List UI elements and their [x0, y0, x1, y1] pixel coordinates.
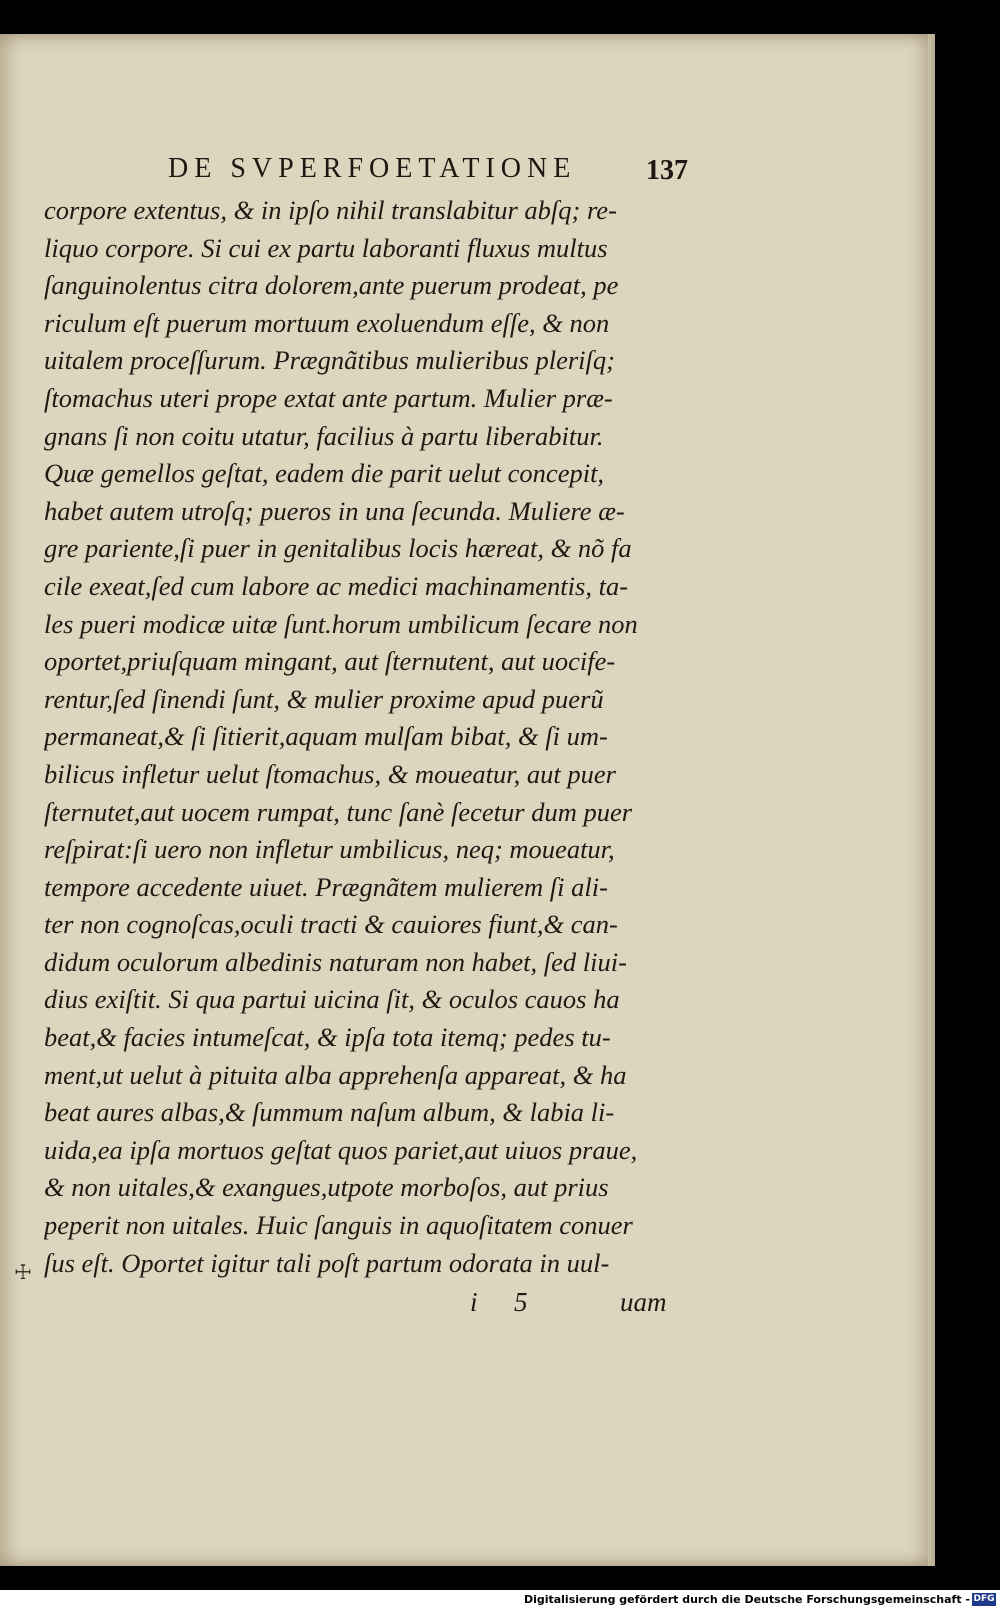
text-line: beat,& facies intumeſcat, & ipſa tota itemq; pedes tu-	[44, 1022, 611, 1053]
text-line: peperit non uitales. Huic ſanguis in aquoſitatem conuer	[44, 1210, 633, 1241]
text-line: oportet,priuſquam mingant, aut ſternutent, aut uocife-	[44, 646, 616, 677]
text-line: ſanguinolentus citra dolorem,ante puerum prodeat, pe	[44, 270, 619, 301]
signature-mark: i	[470, 1287, 478, 1317]
text-line: uitalem proceſſurum. Prægnãtibus mulieribus pleriſq;	[44, 345, 615, 376]
text-line: bilicus infletur uelut ſtomachus, & moueatur, aut puer	[44, 758, 616, 789]
text-line: ter non cognoſcas,oculi tracti & cauiores fiunt,& can-	[44, 909, 618, 940]
text-line: habet autem utroſq; pueros in una ſecunda. Muliere æ-	[44, 495, 625, 526]
text-line: uida,ea ipſa mortuos geſtat quos pariet,aut uiuos praue,	[44, 1134, 638, 1165]
margin-mark: ☩	[14, 1262, 32, 1284]
text-line: rentur,ſed ſinendi ſunt, & mulier proxime apud puerũ	[44, 683, 604, 714]
text-line: Quæ gemellos geſtat, eadem die parit uelut concepit,	[44, 458, 605, 489]
text-line: corpore extentus, & in ipſo nihil translabitur abſq; re-	[44, 195, 617, 225]
text-line: gnans ſi non coitu utatur, facilius à partu liberabitur.	[44, 420, 604, 451]
folio-number: 137	[646, 155, 688, 186]
text-line: beat aures albas,& ſummum naſum album, & labia li-	[44, 1097, 615, 1128]
body-text	[44, 192, 704, 1282]
text-line: les pueri modicæ uitæ ſunt.horum umbilicum ſecare non	[44, 608, 638, 639]
page-edge	[928, 34, 935, 1566]
text-line: ſternutet,aut uocem rumpat, tunc ſanè ſecetur dum puer	[44, 796, 633, 827]
text-line: reſpirat:ſi uero non infletur umbilicus, neq; moueatur,	[44, 834, 615, 865]
text-line: ment,ut uelut à pituita alba apprehenſa appareat, & ha	[44, 1059, 627, 1090]
text-line: dius exiſtit. Si qua partui uicina ſit, & oculos cauos ha	[44, 984, 620, 1015]
footer-credit: Digitalisierung gefördert durch die Deutsche Forschungsgemeinschaft -	[523, 1593, 970, 1606]
text-line: ſus eſt. Oportet igitur tali poſt partum odorata in uul-	[44, 1247, 610, 1278]
footer-bar	[0, 1590, 1000, 1610]
dfg-logo: DFG	[973, 1594, 995, 1604]
text-line: cile exeat,ſed cum labore ac medici machinamentis, ta-	[44, 570, 629, 601]
text-line: riculum eſt puerum mortuum exoluendum eſſe, & non	[44, 307, 610, 338]
text-line: & non uitales,& exangues,utpote morboſos, aut prius	[44, 1172, 609, 1203]
signature-number: 5	[514, 1287, 528, 1317]
text-line: liquo corpore. Si cui ex partu laboranti fluxus multus	[44, 232, 608, 263]
running-head: DE SVPERFOETATIONE	[168, 153, 577, 184]
text-line: gre pariente,ſi puer in genitalibus locis hæreat, & nõ fa	[44, 533, 632, 564]
text-line: ſtomachus uteri prope extat ante partum. Mulier præ-	[44, 382, 613, 413]
text-line: tempore accedente uiuet. Prægnãtem mulierem ſi ali-	[44, 871, 608, 902]
page-header	[168, 153, 708, 186]
catchword: uam	[620, 1287, 667, 1317]
text-line: didum oculorum albedinis naturam non habet, ſed liui-	[44, 946, 627, 977]
text-line: permaneat,& ſi ſitierit,aquam mulſam bibat, & ſi um-	[44, 721, 608, 752]
